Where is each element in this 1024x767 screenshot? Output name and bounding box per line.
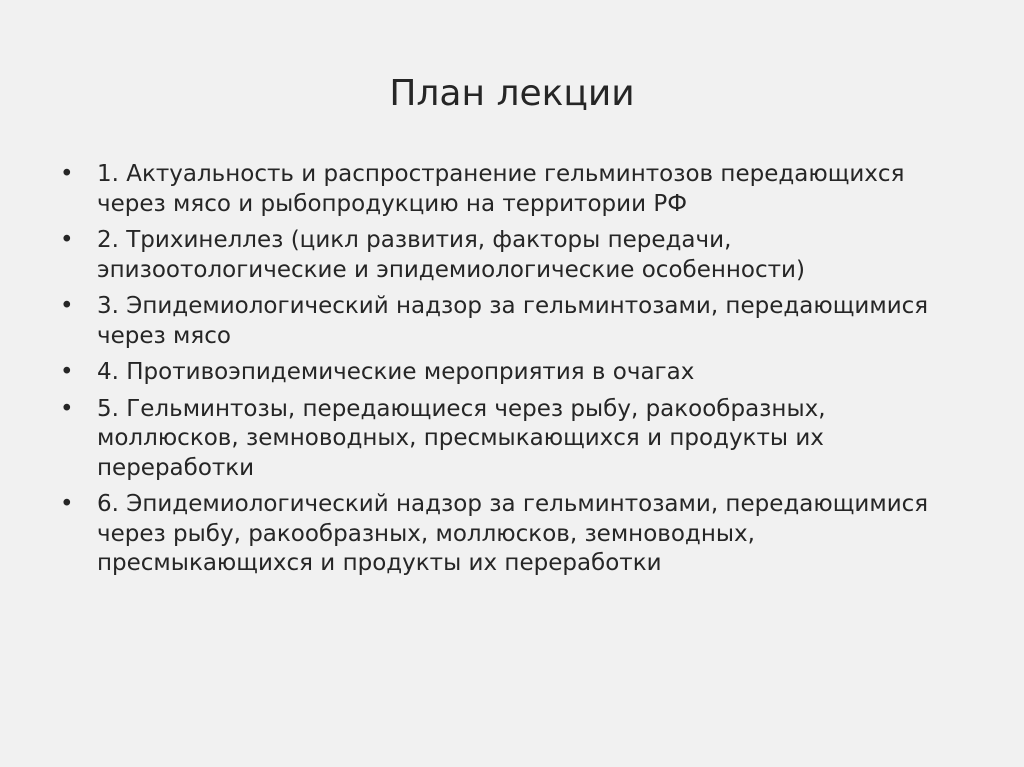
- bullet-icon: •: [60, 227, 74, 253]
- lecture-plan-list: [60, 160, 960, 586]
- slide-title: План лекции: [389, 73, 635, 114]
- bullet-icon: •: [60, 491, 74, 517]
- bullet-icon: •: [60, 161, 74, 187]
- list-item: [60, 395, 960, 484]
- list-item: [60, 358, 960, 388]
- bullet-icon: •: [60, 293, 74, 319]
- list-item-text: 2. Трихинеллез (цикл развития, факторы передачи, эпизоотологические и эпидемиологические особенности): [97, 227, 805, 283]
- list-item-text: 5. Гельминтозы, передающиеся через рыбу, ракообразных, моллюсков, земноводных, пресмыкающихся и продукты их переработки: [97, 395, 826, 481]
- list-item-text: 6. Эпидемиологический надзор за гельминтозами, передающимися через рыбу, ракообразных, моллюсков, земноводных, пресмыкающихся и продукты их переработки: [97, 491, 929, 576]
- list-item-text: 3. Эпидемиологический надзор за гельминтозами, передающимися через мясо: [97, 293, 929, 349]
- list-item: [60, 226, 960, 285]
- list-item: [60, 160, 960, 219]
- bullet-icon: •: [60, 359, 74, 385]
- list-item: [60, 490, 960, 579]
- list-item: [60, 292, 960, 351]
- list-item-text: 1. Актуальность и распространение гельминтозов передающихся через мясо и рыбопродукцию на территории РФ: [97, 161, 905, 217]
- list-item-text: 4. Противоэпидемические мероприятия в очагах: [97, 359, 695, 385]
- bullet-icon: •: [60, 395, 74, 422]
